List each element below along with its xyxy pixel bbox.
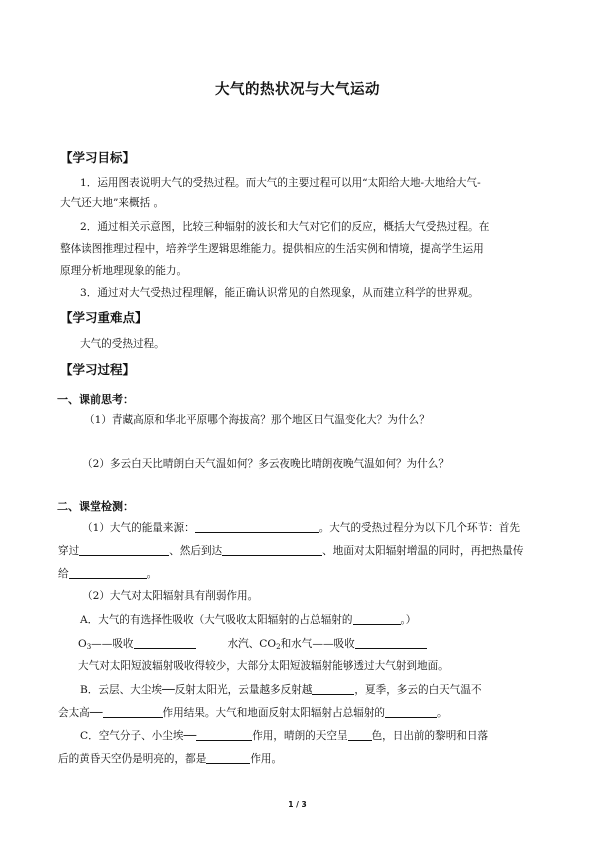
page-title: 大气的热状况与大气运动 (215, 82, 380, 98)
answer-blank-sky-color[interactable] (348, 729, 372, 741)
page-number: 1 / 3 (288, 800, 307, 809)
in-class-p1-line-3 (58, 567, 157, 581)
text: 作用。 (250, 753, 283, 765)
text: O (78, 638, 87, 650)
key-points-text: 大气的受热过程。 (80, 338, 165, 350)
item-c-line-2 (58, 752, 282, 766)
answer-blank-scatter[interactable] (196, 729, 252, 741)
text: 。 (146, 568, 158, 580)
text: A．大气的有选择性吸收（大气吸收太阳辐射的占总辐射的 (80, 614, 353, 626)
in-class-p1-line-1 (82, 521, 520, 535)
in-class-heading: 二、课堂检测： (57, 500, 134, 513)
subscript: 2 (276, 643, 281, 651)
text: 水汽、CO (227, 638, 277, 650)
item-c-line-1 (80, 729, 488, 743)
objective-1-line-1: 1．运用图表说明大气的受热过程。而大气的主要过程可以用“太阳给大地-大地给大气- (80, 177, 481, 189)
text: 和水气——吸收 (280, 638, 355, 650)
text: B．云层、大尘埃──反射太阳光，云量越多反射越 (80, 684, 313, 696)
text: 穿过 (58, 545, 80, 557)
objective-2-line-2: 整体读图推理过程中，培养学生逻辑思维能力。提供相应的生活实例和情境，提高学生运用 (60, 243, 484, 255)
objective-3-line-1: 3．通过对大气受热过程理解，能正确认识常见的自然现象，从而建立科学的世界观。 (80, 287, 479, 299)
text: （1）大气的能量来源： (82, 522, 195, 534)
answer-blank-absorb-ratio[interactable] (353, 613, 401, 625)
answer-blank-energy-source[interactable] (195, 521, 319, 533)
item-a-line (80, 613, 416, 627)
text: 、地面对太阳辐射增温的同时，再把热量传 (322, 545, 524, 557)
answer-blank-o3-absorb[interactable] (134, 637, 196, 649)
answer-blank-reflect-ratio[interactable] (385, 706, 437, 718)
text: 作用，晴朗的天空呈 (252, 730, 348, 742)
subscript: 3 (86, 643, 92, 651)
answer-blank-reach[interactable] (222, 544, 322, 556)
absorption-line (78, 637, 427, 654)
answer-blank-pass-through[interactable] (79, 544, 169, 556)
text: 色，日出前的黎明和日落 (371, 730, 489, 742)
answer-blank-transfer-to[interactable] (69, 567, 147, 579)
text: 后的黄昏天空仍是明亮的，都是 (58, 753, 207, 765)
text: 。） (400, 614, 417, 626)
text: 给 (58, 568, 69, 580)
text: ——吸收 (91, 638, 134, 650)
text: 、然后到达 (169, 545, 223, 557)
text: C．空气分子、小尘埃── (80, 730, 197, 742)
objective-2-line-3: 原理分析地理现象的能力。 (60, 265, 188, 277)
objective-2-line-1: 2．通过相关示意图，比较三种辐射的波长和大气对它们的反应，概括大气受热过程。在 (80, 221, 490, 233)
text: 会太高── (58, 707, 103, 719)
text: ，夏季，多云的白天气温不 (354, 684, 482, 696)
answer-blank-effect[interactable] (103, 706, 163, 718)
item-b-line-1 (80, 683, 482, 697)
section-heading-key-points: 【学习重难点】 (60, 310, 148, 325)
answer-blank-dawn-effect[interactable] (206, 752, 250, 764)
answer-blank-reflect-more[interactable] (312, 683, 354, 695)
answer-blank-water-absorb[interactable] (355, 637, 427, 649)
objective-1-line-2: 大气还大地”来概括 。 (60, 197, 165, 209)
text: 。 (437, 707, 448, 719)
absorb-note: 大气对太阳短波辐射吸收得较少，大部分太阳短波辐射能够透过大气射到地面。 (78, 660, 449, 672)
section-heading-objectives: 【学习目标】 (60, 150, 136, 165)
pre-class-heading: 一、课前思考： (57, 393, 134, 406)
in-class-p1-line-2 (58, 544, 523, 558)
pre-class-question-1: （1）青藏高原和华北平原哪个海拔高？那个地区日气温变化大？为什么？ (84, 414, 430, 426)
text: 作用结果。大气和地面反射太阳辐射占总辐射的 (162, 707, 386, 719)
pre-class-question-2: （2）多云白天比晴朗白天气温如何？多云夜晚比晴朗夜晚气温如何？为什么？ (82, 458, 449, 470)
text: 。大气的受热过程分为以下几个环节：首先 (318, 522, 520, 534)
section-heading-process: 【学习过程】 (60, 362, 136, 377)
item-b-line-2 (58, 706, 448, 720)
in-class-p2: （2）大气对太阳辐射具有削弱作用。 (82, 590, 259, 602)
